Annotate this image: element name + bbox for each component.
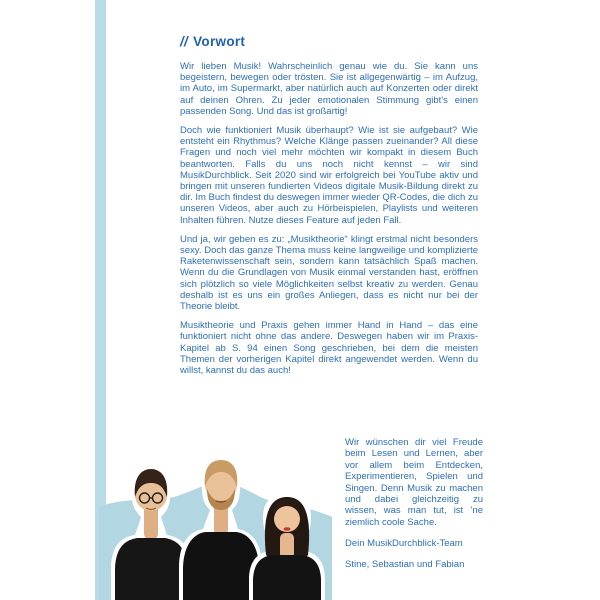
closing-paragraph: Wir wünschen dir viel Freude beim Lesen und Lernen, aber vor allem beim Entdecken, Experimentieren, Spielen und Singen. Denn Musik zu machen und dabei gleichzeitig zu wissen, was man tut, ist ’ne ziemlich coole Sache. [345, 437, 483, 528]
foreword-text-block [180, 34, 478, 384]
foreword-paragraph-1: Wir lieben Musik! Wahrscheinlich genau wie du. Sie kann uns begeistern, bewegen oder trösten. Sie ist allgegenwärtig – im Aufzug, im Auto, im Supermarkt, aber natürlich auch auf Konzerten oder direkt auf deinen Ohren. Zu jeder emotionalen Stimmung gibt's einen passenden Song. Und das ist großartig! [180, 61, 478, 117]
lips-icon [284, 527, 291, 531]
foreword-paragraph-4: Musiktheorie und Praxis gehen immer Hand in Hand – das eine funktioniert nicht ohne das andere. Deswegen haben wir im Praxis-Kapitel ab S. 94 einen Song geschrieben, bei dem die meisten Themen der vorherigen Kapitel direkt angewendet werden. Wenn du willst, kannst du das auch! [180, 320, 478, 377]
foreword-paragraph-2: Doch wie funktioniert Musik überhaupt? Wie ist sie aufgebaut? Wie entsteht ein Rhythmus? Welche Klänge passen zueinander? All diese Fragen und noch viel mehr möchten wir kompakt in diesem Buch beantworten. Falls du uns noch nicht kennst – wir sind MusikDurchblick. Seit 2020 sind wir erfolgreich bei YouTube aktiv und bringen mit unseren fundierten Videos digitale Musik-Bildung direkt zu dir. Im Buch findest du deswegen immer wieder QR-Codes, die dich zu unseren Videos, aber auch zu Hörbeispielen, Playlists und weiteren Inhalten führen. Nutze dieses Feature auf jeden Fall. [180, 125, 478, 226]
team-photo [99, 455, 332, 600]
page-title [180, 34, 478, 49]
foreword-paragraph-3: Und ja, wir geben es zu: „Musiktheorie“ klingt erstmal nicht besonders sexy. Doch das ganze Thema muss keine langweilige und komplizierte Raketenwissenschaft sein, sondern kann tatsächlich Spaß machen. Wenn du die Grundlagen von Musik einmal verstanden hast, eröffnen sich plötzlich so viele Möglichkeiten selbst kreativ zu werden. Genau deshalb ist es uns ein großes Anliegen, dass es nicht nur bei der Theorie bleibt. [180, 233, 478, 313]
team-photo-illustration [99, 455, 332, 600]
team-names: Stine, Sebastian und Fabian [345, 558, 465, 570]
title-slashes-icon: // [180, 34, 189, 49]
closing-text-block [345, 437, 483, 579]
page-title-text: Vorwort [193, 34, 246, 49]
team-signature: Dein MusikDurchblick-Team [345, 538, 463, 550]
